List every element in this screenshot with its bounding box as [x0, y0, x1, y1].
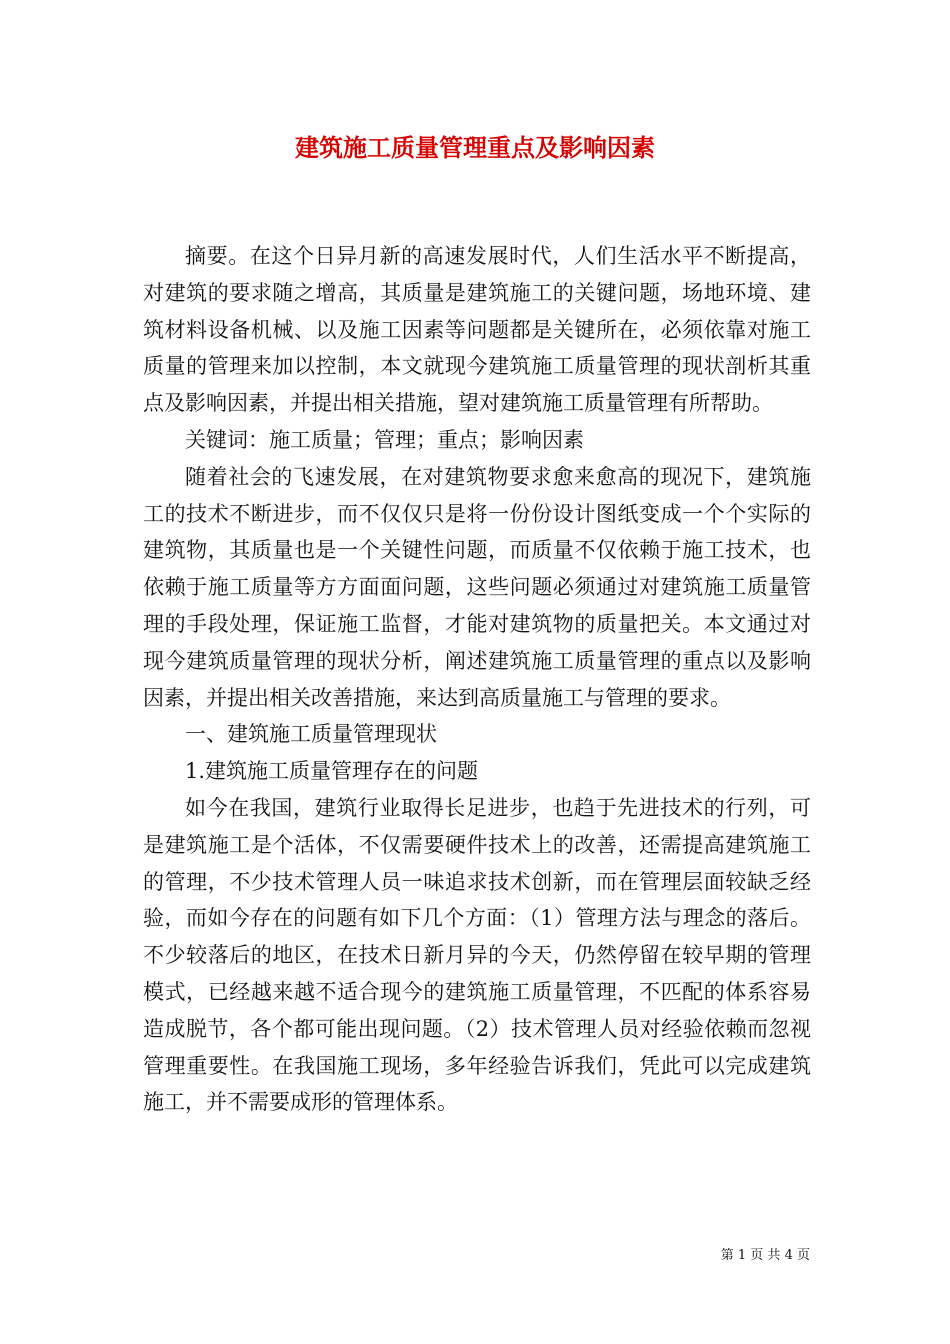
document-title: 建筑施工质量管理重点及影响因素 [295, 133, 655, 162]
footer-suffix: 页 [796, 1248, 810, 1263]
subsection-heading: 1.建筑施工质量管理存在的问题 [185, 759, 479, 784]
document-body [143, 238, 811, 1121]
footer-page-number: 1 [737, 1248, 747, 1263]
footer-middle: 页 共 [750, 1248, 781, 1263]
footer-prefix: 第 [720, 1248, 734, 1263]
intro-paragraph: 随着社会的飞速发展，在对建筑物要求愈来愈高的现况下，建筑施工的技术不断进步，而不仅仅只是将一份份设计图纸变成一个个实际的建筑物，其质量也是一个关键性问题，而质量不仅依赖于施工技术，也依赖于施工质量等方方面面问题，这些问题必须通过对建筑施工质量管理的手段处理，保证施工监督，才能对建筑物的质量把关。本文通过对现今建筑质量管理的现状分析，阐述建筑施工质量管理的重点以及影响因素，并提出相关改善措施，来达到高质量施工与管理的要求。 [143, 464, 811, 710]
keywords-paragraph: 关键词：施工质量；管理；重点；影响因素 [185, 427, 584, 452]
page-footer [690, 1244, 810, 1263]
section-heading: 一、建筑施工质量管理现状 [185, 722, 437, 747]
footer-total-pages: 4 [784, 1248, 793, 1263]
abstract-paragraph: 摘要。在这个日异月新的高速发展时代，人们生活水平不断提高，对建筑的要求随之增高，其质量是建筑施工的关键问题，场地环境、建筑材料设备机械、以及施工因素等问题都是关键所在，必须依靠对施工质量的管理来加以控制，本文就现今建筑施工质量管理的现状剖析其重点及影响因素，并提出相关措施，望对建筑施工质量管理有所帮助。 [143, 244, 811, 416]
body-paragraph: 如今在我国，建筑行业取得长足进步，也趋于先进技术的行列，可是建筑施工是个活体，不仅需要硬件技术上的改善，还需提高建筑施工的管理，不少技术管理人员一味追求技术创新，而在管理层面较缺乏经验，而如今存在的问题有如下几个方面：（1）管理方法与理念的落后。不少较落后的地区，在技术日新月异的今天，仍然停留在较早期的管理模式，已经越来越不适合现今的建筑施工质量管理，不匹配的体系容易造成脱节，各个都可能出现问题。（2）技术管理人员对经验依赖而忽视管理重要性。在我国施工现场，多年经验告诉我们，凭此可以完成建筑施工，并不需要成形的管理体系。 [143, 795, 811, 1115]
